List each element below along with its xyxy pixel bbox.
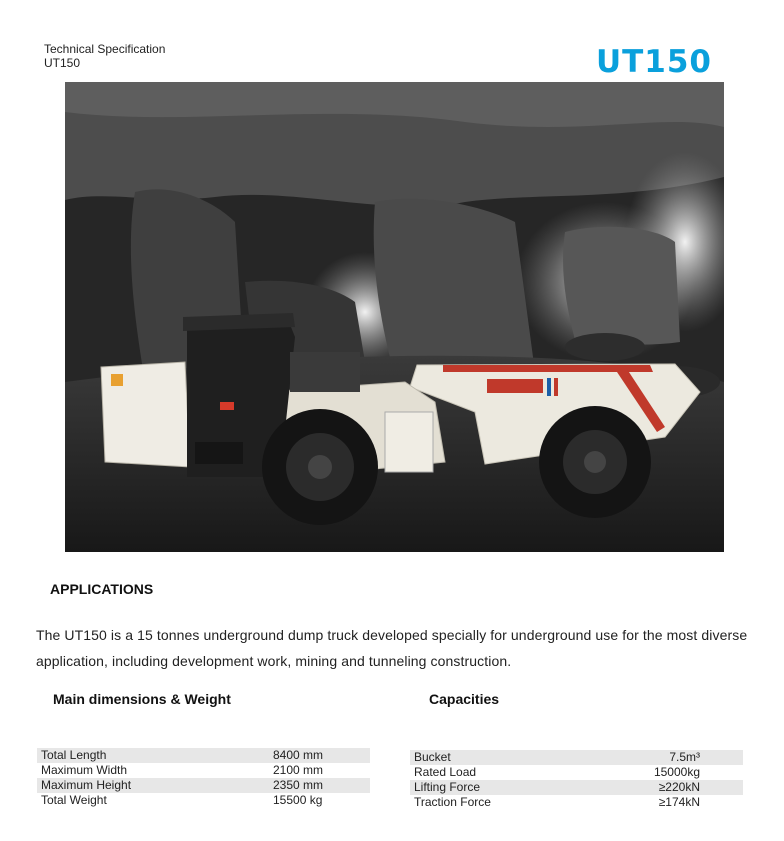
spec-value: 7.5m³ — [569, 750, 743, 765]
spec-value: 15000kg — [653, 765, 700, 779]
table-row — [410, 750, 743, 765]
dimensions-heading: Main dimensions & Weight — [53, 691, 231, 707]
doc-title: Technical Specification — [44, 42, 166, 56]
model-title: UT150 — [595, 44, 712, 80]
truck-photo — [65, 82, 724, 552]
spec-value: 2100 mm — [273, 763, 324, 777]
document-header — [44, 42, 165, 70]
mine-truck-illustration — [65, 82, 724, 552]
spec-label: Maximum Width — [41, 763, 128, 777]
spec-value: ≥174kN — [658, 795, 700, 809]
spec-label: Total Weight — [41, 793, 107, 807]
table-row — [37, 748, 370, 763]
spec-label: Traction Force — [414, 795, 491, 809]
applications-description: The UT150 is a 15 tonnes underground dump truck developed specially for underground use for the most diverse application, including development work, mining and tunneling construction. — [36, 627, 748, 669]
capacities-table — [410, 750, 743, 810]
spec-value: 8400 mm — [269, 748, 370, 763]
spec-value: 15500 kg — [273, 793, 323, 807]
spec-label: Bucket — [410, 750, 569, 765]
table-row — [37, 793, 370, 808]
dimensions-table — [37, 748, 370, 808]
table-row — [410, 765, 743, 780]
spec-label: Maximum Height — [37, 778, 269, 793]
spec-label: Rated Load — [414, 765, 477, 779]
spec-value: 2350 mm — [269, 778, 370, 793]
spec-label: Total Length — [37, 748, 269, 763]
spec-label: Lifting Force — [410, 780, 569, 795]
table-row — [37, 763, 370, 778]
table-row — [37, 778, 370, 793]
applications-heading: APPLICATIONS — [50, 581, 154, 597]
model-subtitle: UT150 — [44, 56, 81, 70]
spec-value: ≥220kN — [569, 780, 743, 795]
capacities-heading: Capacities — [429, 691, 500, 707]
table-row — [410, 795, 743, 810]
table-row — [410, 780, 743, 795]
